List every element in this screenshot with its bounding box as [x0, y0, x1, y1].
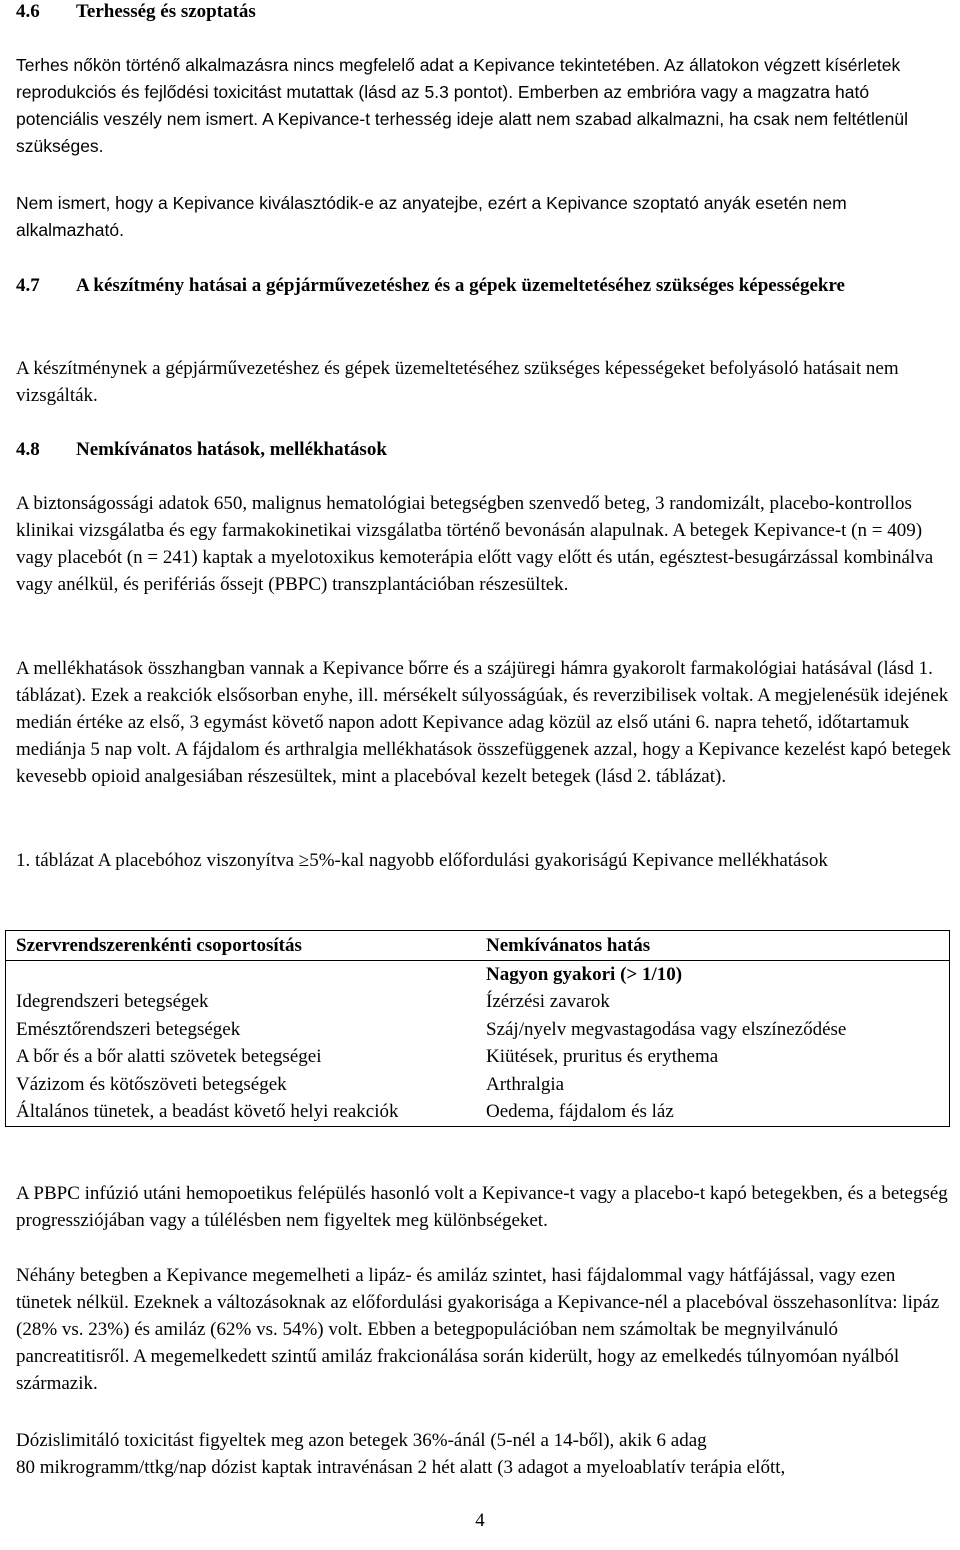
effect-cell: Ízérzési zavarok — [486, 991, 610, 1012]
section-title: Terhesség és szoptatás — [76, 1, 256, 22]
adverse-reactions-table — [5, 930, 950, 1127]
table-row — [6, 1071, 950, 1099]
page-number: 4 — [475, 1510, 485, 1531]
table-row — [6, 1016, 950, 1044]
dose-limiting-line-2: 80 mikrogramm/ttkg/nap dózist kaptak intravénásan 2 hét alatt (3 adagot a myeloablatív terápia előtt, — [16, 1457, 786, 1478]
frequency-row — [6, 960, 950, 988]
section-title: A készítmény hatásai a gépjárművezetéshez és a gépek üzemeltetéséhez szükséges képességekre — [76, 275, 845, 296]
breastfeeding-paragraph: Nem ismert, hogy a Kepivance kiválasztódik-e az anyatejbe, ezért a Kepivance szoptató anyák esetén nem alkalmazható. — [16, 193, 847, 240]
table-caption: 1. táblázat A placebóhoz viszonyítva ≥5%-kal nagyobb előfordulási gyakoriságú Kepivance mellékhatások — [16, 850, 828, 871]
column-header-adverse-effect: Nemkívánatos hatás — [476, 931, 950, 961]
effect-cell: Arthralgia — [486, 1073, 565, 1095]
lipase-amylase-paragraph: Néhány betegben a Kepivance megemelheti a lipáz- és amiláz szintet, hasi fájdalommal vagy hátfájással, vagy ezen tünetek nélkül. Ezeknek a változásoknak az előfordulási gyakorisága a Kepivance-nél a placebóval összehasonlítva: lipáz (28% vs. 23%) és amiláz (62% vs. 54%) volt. Ebben a betegpopulációban nem számoltak be megnyilvánuló pancreatitisről. A megemelkedett szintű amiláz frakcionálása során kiderült, hogy az emelkedés túlnyomóan nyálból származik. — [16, 1265, 940, 1394]
table-row — [6, 1043, 950, 1071]
pregnancy-paragraph: Terhes nőkön történő alkalmazásra nincs megfelelő adat a Kepivance tekintetében. Az állatokon végzett kísérletek reprodukciós és fejlődési toxicitást mutattak (lásd az 5.3 pontot). Emberben az embrióra vagy a magzatra ható potenciális veszély nem ismert. A Kepivance-t terhesség ideje alatt nem szabad alkalmazni, ha csak nem feltétlenül szükséges. — [16, 55, 908, 156]
effect-cell: Kiütések, pruritus és erythema — [486, 1046, 719, 1067]
section-number: 4.7 — [16, 275, 40, 296]
effect-cell: Száj/nyelv megvastagodása vagy elszíneződése — [486, 1018, 847, 1040]
table-header-row — [6, 931, 950, 961]
table-row — [6, 988, 950, 1016]
section-number: 4.6 — [16, 1, 40, 22]
section-number: 4.8 — [16, 439, 40, 460]
table-row — [6, 1098, 950, 1126]
organ-cell: Emésztőrendszeri betegségek — [16, 1018, 241, 1040]
section-4-6-heading — [16, 0, 956, 25]
section-4-7-heading — [16, 272, 956, 299]
pbpc-paragraph: A PBPC infúzió utáni hemopoetikus felépülés hasonló volt a Kepivance-t vagy a placebo-t kapó betegekben, és a betegség progressziójában vagy a túlélésben nem figyeltek meg különbségeket. — [16, 1183, 948, 1231]
column-header-organ-system: Szervrendszerenkénti csoportosítás — [6, 931, 477, 961]
effect-cell: Oedema, fájdalom és láz — [486, 1101, 674, 1122]
organ-cell: Vázizom és kötőszöveti betegségek — [16, 1073, 287, 1095]
organ-cell: Idegrendszeri betegségek — [16, 991, 209, 1012]
adverse-effects-paragraph: A mellékhatások összhangban vannak a Kepivance bőrre és a szájüregi hámra gyakorolt farmakológiai hatásával (lásd 1. táblázat). Ezek a reakciók elsősorban enyhe, ill. mérsékelt súlyosságúak, és reverzibilisek voltak. A megjelenésük idejének medián értéke az első, 3 egymást követő napon adott Kepivance adag közül az első utáni 6. napra tehető, időtartamuk mediánja 5 nap volt. A fájdalom és arthralgia mellékhatások összefüggenek azzal, hogy a Kepivance kezelést kapó betegek kevesebb opioid analgesiában részesültek, mint a placebóval kezelt betegek (lásd 2. táblázat). — [16, 658, 951, 787]
dose-limiting-line-1: Dózislimitáló toxicitást figyeltek meg azon betegek 36%-ánál (5-nél a 14-ből), akik 6 adag — [16, 1430, 707, 1451]
section-title: Nemkívánatos hatások, mellékhatások — [76, 439, 387, 460]
section-4-8-heading — [16, 436, 956, 463]
organ-cell: Általános tünetek, a beadást követő helyi reakciók — [16, 1101, 399, 1122]
frequency-label: Nagyon gyakori (> 1/10) — [486, 963, 683, 985]
safety-data-paragraph: A biztonságossági adatok 650, malignus hematológiai betegségben szenvedő beteg, 3 randomizált, placebo-kontrollos klinikai vizsgálatba és egy farmakokinetikai vizsgálatba történő bevonásán alapulnak. A betegek Kepivance-t (n = 409) vagy placebót (n = 241) kaptak a myelotoxikus kemoterápia előtt vagy előtt és után, egésztest-besugárzással kombinálva vagy anélkül, és perifériás őssejt (PBPC) transzplantációban részesültek. — [16, 493, 934, 595]
driving-paragraph: A készítménynek a gépjárművezetéshez és gépek üzemeltetéséhez szükséges képességeket befolyásoló hatásait nem vizsgálták. — [16, 358, 899, 406]
organ-cell: A bőr és a bőr alatti szövetek betegségei — [16, 1046, 322, 1067]
